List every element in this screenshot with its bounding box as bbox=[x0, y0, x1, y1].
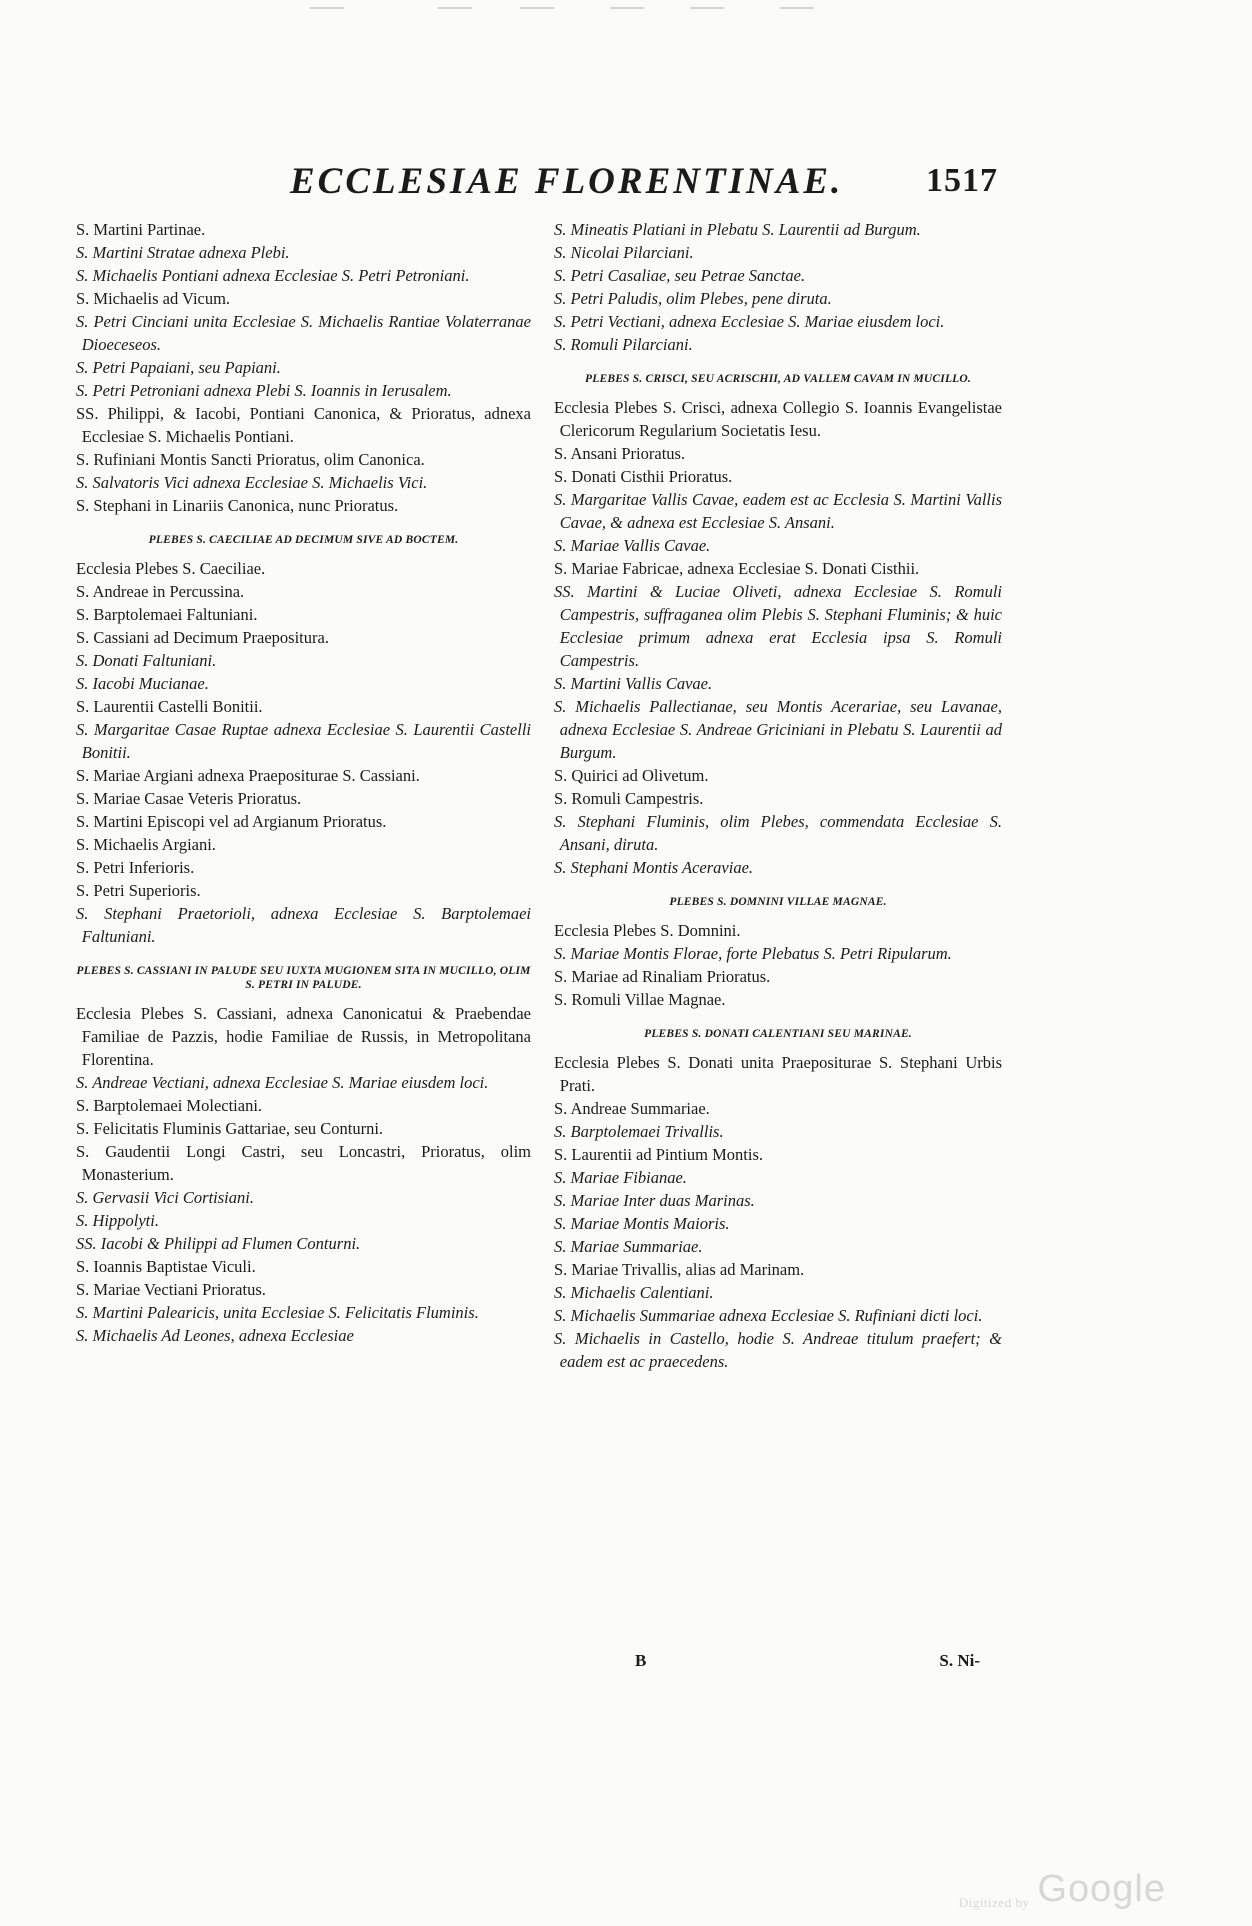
church-entry: S. Ioannis Baptistae Viculi. bbox=[76, 1257, 256, 1276]
church-entry: S. Rufiniani Montis Sancti Prioratus, olim Canonica. bbox=[76, 450, 425, 469]
church-entry: S. Petri Casaliae, seu Petrae Sanctae. bbox=[554, 266, 806, 285]
church-entry: S. Michaelis Pontiani adnexa Ecclesiae S. Petri Petroniani. bbox=[76, 266, 470, 285]
church-entry: S. Stephani in Linariis Canonica, nunc Prioratus. bbox=[76, 496, 399, 515]
church-entry: S. Michaelis Pallectianae, seu Montis Acerariae, seu Lavanae, adnexa Ecclesiae S. Andreae Griciniani in Plebatu S. Laurentii ad Burgum. bbox=[554, 697, 1002, 762]
church-entry: S. Laurentii Castelli Bonitii. bbox=[76, 697, 263, 716]
church-entry: S. Michaelis ad Vicum. bbox=[76, 289, 231, 308]
church-entry: S. Stephani Fluminis, olim Plebes, commendata Ecclesiae S. Ansani, diruta. bbox=[554, 812, 1002, 854]
church-entry: S. Martini Palearicis, unita Ecclesiae S. Felicitatis Fluminis. bbox=[76, 1303, 479, 1322]
left-column bbox=[76, 218, 531, 1347]
watermark-small-text: Digitized by bbox=[958, 1895, 1030, 1910]
church-entry: S. Romuli Campestris. bbox=[554, 789, 704, 808]
church-entry: S. Petri Petroniani adnexa Plebi S. Ioannis in Ierusalem. bbox=[76, 381, 452, 400]
church-entry: S. Martini Stratae adnexa Plebi. bbox=[76, 243, 290, 262]
church-entry: S. Petri Superioris. bbox=[76, 881, 201, 900]
church-entry: Ecclesia Plebes S. Donati unita Praepositurae S. Stephani Urbis Prati. bbox=[554, 1053, 1002, 1095]
church-entry: S. Romuli Pilarciani. bbox=[554, 335, 693, 354]
church-entry: S. Mariae Inter duas Marinas. bbox=[554, 1191, 755, 1210]
section-heading: PLEBES S. DONATI CALENTIANI SEU MARINAE. bbox=[644, 1028, 912, 1040]
church-entry: S. Michaelis Ad Leones, adnexa Ecclesiae bbox=[76, 1326, 354, 1345]
church-entry: S. Mineatis Platiani in Plebatu S. Laurentii ad Burgum. bbox=[554, 220, 921, 239]
church-entry: S. Barptolemaei Molectiani. bbox=[76, 1096, 263, 1115]
church-entry: S. Gaudentii Longi Castri, seu Loncastri, Prioratus, olim Monasterium. bbox=[76, 1142, 531, 1184]
church-entry: S. Cassiani ad Decimum Praepositura. bbox=[76, 628, 329, 647]
church-entry: S. Mariae Summariae. bbox=[554, 1237, 703, 1256]
church-entry: S. Martini Partinae. bbox=[76, 220, 206, 239]
church-entry: Ecclesia Plebes S. Crisci, adnexa Collegio S. Ioannis Evangelistae Clericorum Regularium Societatis Iesu. bbox=[554, 398, 1002, 440]
church-entry: S. Barptolemaei Trivallis. bbox=[554, 1122, 724, 1141]
page-header bbox=[78, 160, 998, 206]
church-entry: S. Michaelis in Castello, hodie S. Andreae titulum praefert; & eadem est ac praecedens. bbox=[554, 1329, 1002, 1371]
church-entry: S. Barptolemaei Faltuniani. bbox=[76, 605, 258, 624]
church-entry: S. Donati Cisthii Prioratus. bbox=[554, 467, 733, 486]
church-entry: S. Petri Inferioris. bbox=[76, 858, 195, 877]
section-heading: PLEBES S. CAECILIAE AD DECIMUM SIVE AD BOCTEM. bbox=[148, 534, 459, 546]
church-entry: S. Salvatoris Vici adnexa Ecclesiae S. Michaelis Vici. bbox=[76, 473, 428, 492]
church-entry: SS. Iacobi & Philippi ad Flumen Conturni. bbox=[76, 1234, 361, 1253]
church-entry: S. Petri Cinciani unita Ecclesiae S. Michaelis Rantiae Volaterranae Dioeceseos. bbox=[76, 312, 531, 354]
church-entry: Ecclesia Plebes S. Cassiani, adnexa Canonicatui & Praebendae Familiae de Pazzis, hodie Familiae de Russis, in Metropolitana Florentina. bbox=[76, 1004, 531, 1069]
church-entry: S. Mariae Fibianae. bbox=[554, 1168, 687, 1187]
church-entry: S. Ansani Prioratus. bbox=[554, 444, 686, 463]
church-entry: S. Romuli Villae Magnae. bbox=[554, 990, 726, 1009]
church-entry: S. Hippolyti. bbox=[76, 1211, 159, 1230]
digitization-watermark bbox=[959, 1868, 1166, 1911]
church-entry: S. Petri Paludis, olim Plebes, pene diruta. bbox=[554, 289, 832, 308]
church-entry: S. Quirici ad Olivetum. bbox=[554, 766, 709, 785]
church-entry: S. Martini Vallis Cavae. bbox=[554, 674, 713, 693]
church-entry: S. Mariae Argiani adnexa Praepositurae S. Cassiani. bbox=[76, 766, 420, 785]
church-entry: SS. Philippi, & Iacobi, Pontiani Canonica, & Prioratus, adnexa Ecclesiae S. Michaelis Pontiani. bbox=[76, 404, 531, 446]
page-title: ECCLESIAE FLORENTINAE. bbox=[290, 161, 844, 202]
section-heading: PLEBES S. DOMNINI VILLAE MAGNAE. bbox=[669, 896, 887, 908]
right-column bbox=[554, 218, 1002, 1373]
church-entry: S. Mariae Montis Florae, forte Plebatus S. Petri Ripularum. bbox=[554, 944, 952, 963]
catchword: S. Ni- bbox=[939, 1651, 980, 1670]
church-entry: S. Andreae Vectiani, adnexa Ecclesiae S. Mariae eiusdem loci. bbox=[76, 1073, 489, 1092]
watermark-logo-text: Google bbox=[1037, 1868, 1166, 1910]
church-entry: SS. Martini & Luciae Oliveti, adnexa Ecclesiae S. Romuli Campestris, suffraganea olim Plebis S. Stephani Fluminis; & huic Ecclesiae primum adnexa erat Ecclesia ipsa S. Romuli Campestris. bbox=[554, 582, 1002, 670]
church-entry: S. Mariae Montis Maioris. bbox=[554, 1214, 730, 1233]
church-entry: S. Michaelis Summariae adnexa Ecclesiae S. Rufiniani dicti loci. bbox=[554, 1306, 983, 1325]
church-entry: S. Mariae Vectiani Prioratus. bbox=[76, 1280, 266, 1299]
church-entry: S. Nicolai Pilarciani. bbox=[554, 243, 694, 262]
church-entry: S. Martini Episcopi vel ad Argianum Prioratus. bbox=[76, 812, 387, 831]
church-entry: Ecclesia Plebes S. Domnini. bbox=[554, 921, 741, 940]
section-heading: PLEBES S. CASSIANI IN PALUDE SEU IUXTA MUGIONEM SITA IN MUCILLO, OLIM S. PETRI IN PALUDE. bbox=[76, 965, 531, 991]
church-entry: Ecclesia Plebes S. Caeciliae. bbox=[76, 559, 266, 578]
church-entry: S. Michaelis Argiani. bbox=[76, 835, 216, 854]
page-footer bbox=[600, 1651, 980, 1671]
church-entry: S. Stephani Montis Aceraviae. bbox=[554, 858, 754, 877]
page-number: 1517 bbox=[926, 162, 998, 199]
church-entry: S. Laurentii ad Pintium Montis. bbox=[554, 1145, 763, 1164]
church-entry: S. Mariae Vallis Cavae. bbox=[554, 536, 711, 555]
church-entry: S. Mariae Casae Veteris Prioratus. bbox=[76, 789, 302, 808]
church-entry: S. Petri Papaiani, seu Papiani. bbox=[76, 358, 281, 377]
church-entry: S. Mariae Trivallis, alias ad Marinam. bbox=[554, 1260, 805, 1279]
church-entry: S. Margaritae Casae Ruptae adnexa Ecclesiae S. Laurentii Castelli Bonitii. bbox=[76, 720, 531, 762]
church-entry: S. Iacobi Mucianae. bbox=[76, 674, 209, 693]
church-entry: S. Stephani Praetorioli, adnexa Ecclesiae S. Barptolemaei Faltuniani. bbox=[76, 904, 531, 946]
church-entry: S. Andreae in Percussina. bbox=[76, 582, 245, 601]
signature-mark: B bbox=[635, 1651, 647, 1670]
church-entry: S. Mariae ad Rinaliam Prioratus. bbox=[554, 967, 771, 986]
church-entry: S. Andreae Summariae. bbox=[554, 1099, 710, 1118]
church-entry: S. Donati Faltuniani. bbox=[76, 651, 217, 670]
top-scan-marks bbox=[0, 0, 1252, 18]
church-entry: S. Michaelis Calentiani. bbox=[554, 1283, 714, 1302]
section-heading: PLEBES S. CRISCI, SEU ACRISCHII, AD VALLEM CAVAM IN MUCILLO. bbox=[585, 373, 971, 385]
church-entry: S. Gervasii Vici Cortisiani. bbox=[76, 1188, 254, 1207]
church-entry: S. Mariae Fabricae, adnexa Ecclesiae S. Donati Cisthii. bbox=[554, 559, 920, 578]
church-entry: S. Petri Vectiani, adnexa Ecclesiae S. Mariae eiusdem loci. bbox=[554, 312, 945, 331]
church-entry: S. Felicitatis Fluminis Gattariae, seu Conturni. bbox=[76, 1119, 384, 1138]
church-entry: S. Margaritae Vallis Cavae, eadem est ac Ecclesia S. Martini Vallis Cavae, & adnexa est Ecclesiae S. Ansani. bbox=[554, 490, 1002, 532]
